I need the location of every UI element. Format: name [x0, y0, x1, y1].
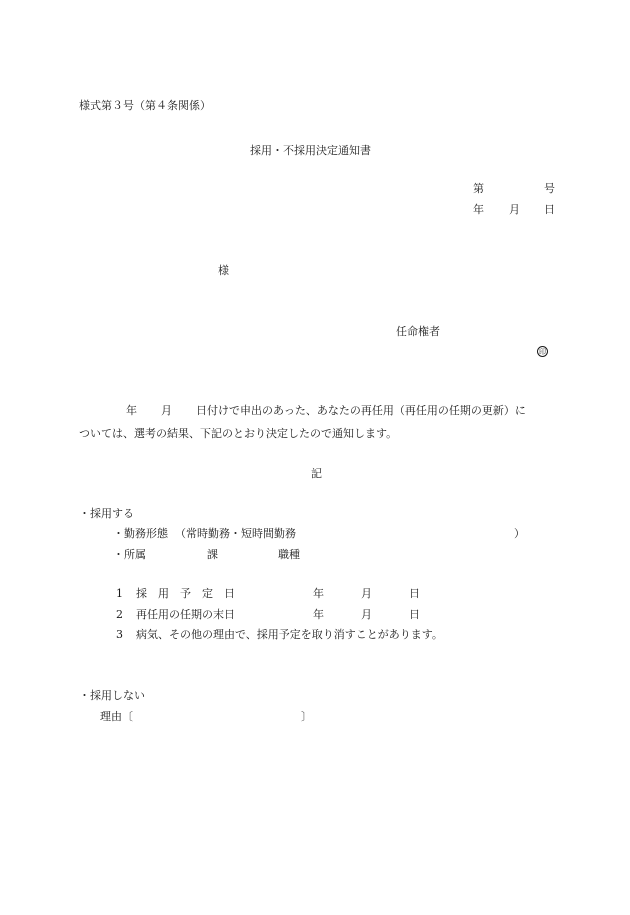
- date-year: 年: [473, 203, 484, 216]
- body-line2: ついては、選考の結果、下記のとおり決定したので通知します。: [79, 427, 398, 440]
- item-1-year: 年: [313, 587, 324, 600]
- body-year: 年: [126, 404, 137, 417]
- issuer-label: 任命権者: [396, 325, 440, 338]
- item-2-month: 月: [361, 608, 372, 621]
- document-title: 採用・不採用決定通知書: [250, 144, 371, 157]
- seal-icon: 印: [539, 348, 546, 356]
- item-1-label: 採 用 予 定 日: [136, 587, 235, 600]
- work-form-options: （常時勤務・短時間勤務: [175, 527, 296, 540]
- addressee-honorific: 様: [218, 264, 229, 277]
- reason-label: 理由〔: [100, 710, 133, 723]
- item-3-label: 病気、その他の理由で、採用予定を取り消すことがあります。: [136, 628, 443, 641]
- item-2-label: 再任用の任期の末日: [136, 608, 235, 621]
- date-month: 月: [509, 203, 520, 216]
- item-1-day: 日: [409, 587, 420, 600]
- date-day: 日: [544, 203, 555, 216]
- body-month: 月: [161, 404, 172, 417]
- body-line1: 日付けで申出のあった、あなたの再任用（再任用の任期の更新）に: [196, 404, 526, 417]
- affiliation-ka: 課: [207, 548, 218, 561]
- reject-heading: ・採用しない: [79, 689, 145, 702]
- affiliation-label: ・所属: [113, 548, 146, 561]
- item-2-year: 年: [313, 608, 324, 621]
- item-3-num: 3: [116, 628, 123, 641]
- work-form-close: ）: [514, 527, 525, 540]
- adopt-heading: ・採用する: [79, 507, 134, 520]
- ki-heading: 記: [311, 467, 322, 480]
- item-2-num: 2: [116, 608, 123, 621]
- affiliation-shokushu: 職種: [278, 548, 300, 561]
- item-1-num: 1: [116, 587, 123, 600]
- doc-number-suffix: 号: [544, 182, 555, 195]
- form-number: 様式第３号（第４条関係）: [79, 99, 211, 112]
- item-2-day: 日: [409, 608, 420, 621]
- item-1-month: 月: [361, 587, 372, 600]
- doc-number-prefix: 第: [473, 182, 484, 195]
- reason-close: 〕: [301, 710, 312, 723]
- work-form-label: ・勤務形態: [113, 527, 168, 540]
